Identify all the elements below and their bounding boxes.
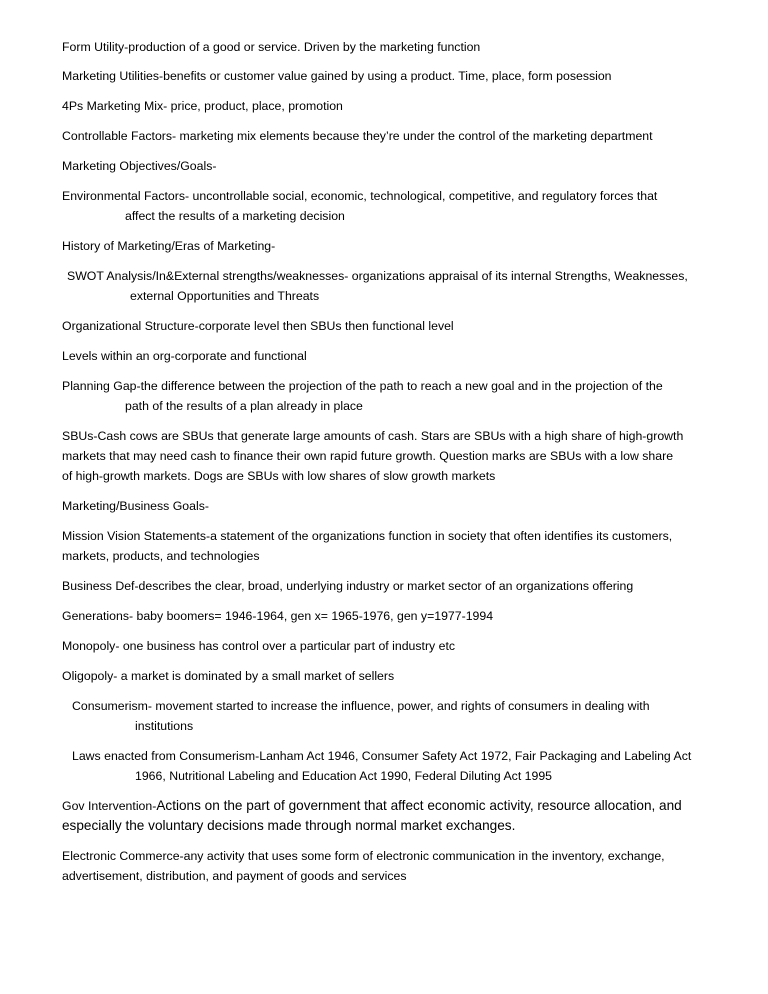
entry-text: Controllable Factors- marketing mix elements because they’re under the control of the marketing department [62,129,653,143]
entry-text: Environmental Factors- uncontrollable social, economic, technological, competitive, and regulatory forces that [62,189,658,203]
entry-laws-enacted [72,746,691,786]
entry-planning-gap [62,376,663,416]
entry-text: Electronic Commerce-any activity that uses some form of electronic communication in the inventory, exchange, [62,849,665,863]
entry-marketing-business-goals [62,496,209,516]
entry-text: Marketing/Business Goals- [62,499,209,513]
entry-mission-vision-statements [62,526,672,566]
entry-consumerism [72,696,650,736]
entry-gov-intervention [62,796,682,836]
entry-text: Actions on the part of government that affect economic activity, resource allocation, and [156,798,682,813]
entry-text-continued: of high-growth markets. Dogs are SBUs with low shares of slow growth markets [62,469,496,483]
entry-environmental-factors [62,186,657,226]
entry-marketing-utilities [62,66,612,86]
entry-text-continued: advertisement, distribution, and payment of goods and services [62,869,407,883]
entry-controllable-factors [62,126,653,146]
entry-swot-analysis [67,266,688,306]
entry-history-of-marketing [62,236,275,256]
entry-text: Consumerism- movement started to increase the influence, power, and rights of consumers in dealing with [72,699,650,713]
entry-text: SWOT Analysis/In&External strengths/weaknesses- organizations appraisal of its internal Strengths, Weaknesses, [67,269,688,283]
entry-form-utility [62,37,480,57]
entry-sbus [62,426,683,486]
entry-organizational-structure [62,316,454,336]
entry-text: Levels within an org-corporate and functional [62,349,307,363]
entry-text-continued: markets, products, and technologies [62,549,260,563]
entry-text: History of Marketing/Eras of Marketing- [62,239,276,253]
entry-text: Marketing Objectives/Goals- [62,159,217,173]
entry-electronic-commerce [62,846,665,886]
entry-text-continued: markets that may need cash to finance their own rapid future growth. Question marks are SBUs with a low share [62,449,674,463]
entry-term: Gov Intervention- [62,799,157,813]
entry-text: Mission Vision Statements-a statement of the organizations function in society that often identifies its customers, [62,529,673,543]
entry-text: Laws enacted from Consumerism-Lanham Act 1946, Consumer Safety Act 1972, Fair Packaging and Labeling Act [72,749,692,763]
entry-text-continued: affect the results of a marketing decision [125,209,345,223]
entry-4ps-marketing-mix [62,96,343,116]
entry-text: Planning Gap-the difference between the projection of the path to reach a new goal and in the projection of the [62,379,663,393]
entry-marketing-objectives [62,156,216,176]
entry-text-continued: institutions [135,719,194,733]
entry-text: Form Utility-production of a good or service. Driven by the marketing function [62,40,481,54]
entry-text: SBUs-Cash cows are SBUs that generate large amounts of cash. Stars are SBUs with a high share of high-growth [62,429,684,443]
entry-text: Generations- baby boomers= 1946-1964, gen x= 1965-1976, gen y=1977-1994 [62,609,494,623]
entry-line [62,796,682,816]
entry-text: Organizational Structure-corporate level then SBUs then functional level [62,319,454,333]
entry-text: 4Ps Marketing Mix- price, product, place, promotion [62,99,343,113]
entry-generations [62,606,493,626]
entry-text: Monopoly- one business has control over a particular part of industry etc [62,639,456,653]
entry-business-def [62,576,633,596]
entry-text: Marketing Utilities-benefits or customer value gained by using a product. Time, place, form posession [62,69,612,83]
entry-levels-within-org [62,346,307,366]
entry-text-continued: especially the voluntary decisions made through normal market exchanges. [62,818,516,833]
entry-text: Oligopoly- a market is dominated by a small market of sellers [62,669,395,683]
entry-text-continued: external Opportunities and Threats [130,289,320,303]
entry-text-continued: 1966, Nutritional Labeling and Education Act 1990, Federal Diluting Act 1995 [135,769,553,783]
entry-text-continued: path of the results of a plan already in place [125,399,363,413]
entry-text: Business Def-describes the clear, broad, underlying industry or market sector of an organizations offering [62,579,634,593]
entry-monopoly [62,636,455,656]
entry-oligopoly [62,666,394,686]
